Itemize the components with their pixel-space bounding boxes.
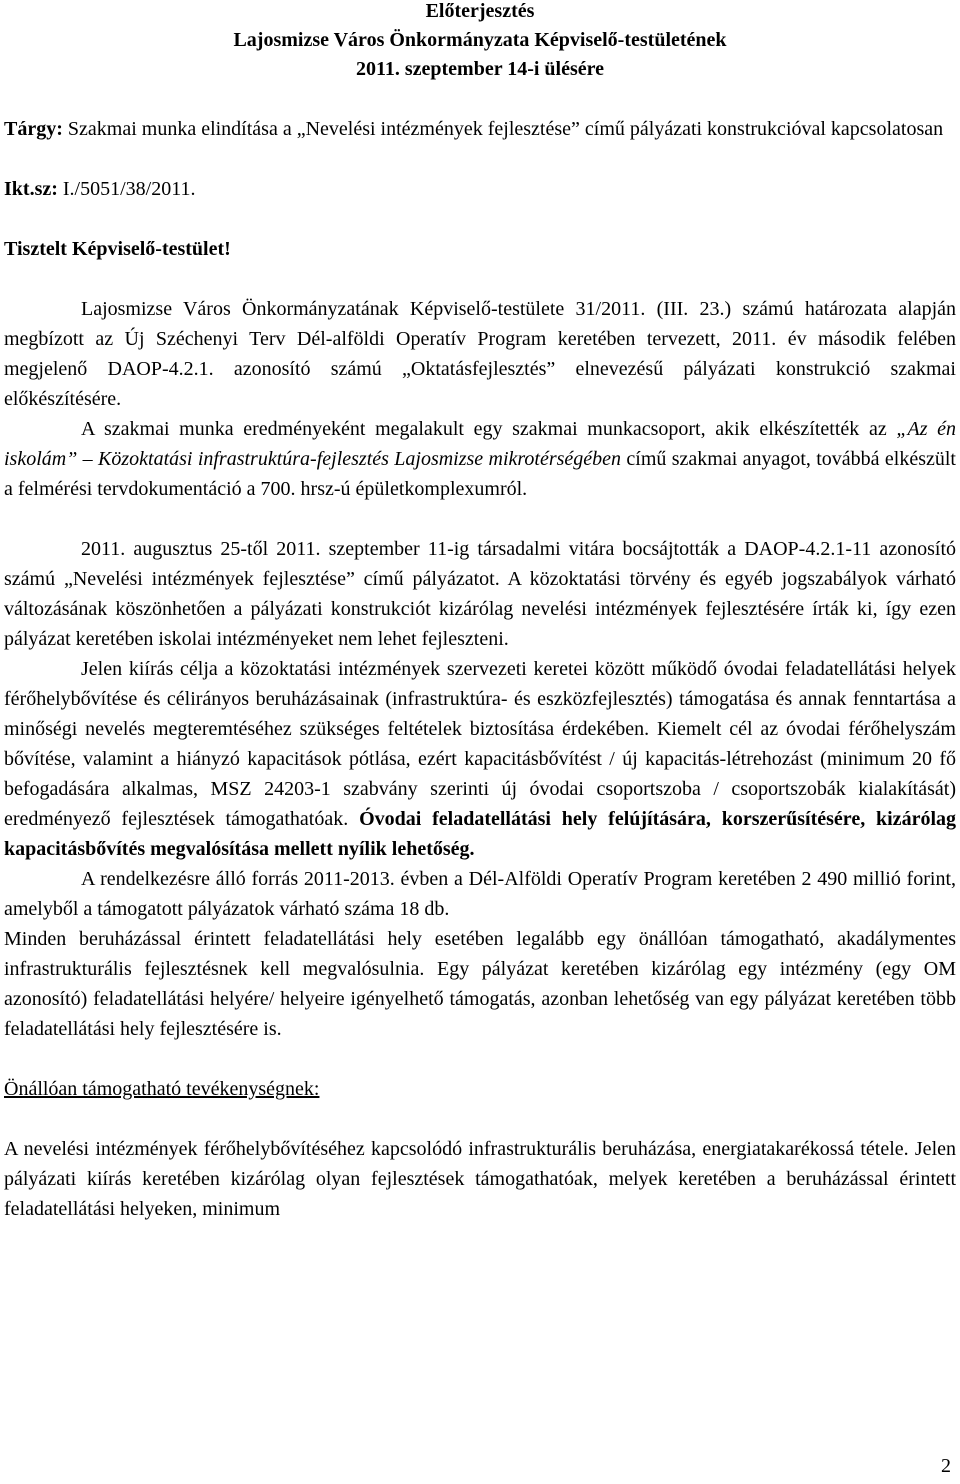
subject-text: Szakmai munka elindítása a „Nevelési intézmények fejlesztése” című pályázati konstrukcióval kapcsolatosan: [62, 118, 944, 140]
paragraph-5: A rendelkezésre álló forrás 2011-2013. évben a Dél-Alföldi Operatív Program keretében 2 490 millió forint, amelyből a támogatott pályázatok várható száma 18 db.: [4, 868, 956, 920]
document-header: [4, 0, 956, 84]
reference-line: [4, 174, 956, 204]
header-body: Lajosmizse Város Önkormányzata Képviselő-testületének: [233, 29, 727, 51]
paragraph-1: Lajosmizse Város Önkormányzatának Képviselő-testülete 31/2011. (III. 23.) számú határozata alapján megbízott az Új Széchenyi Terv Dél-alföldi Operatív Program keretében tervezett, 2011. év második felében megjelenő DAOP-4.2.1. azonosító számú „Oktatásfejlesztés” elnevezésű pályázati konstrukció szakmai előkészítésére.: [4, 298, 956, 410]
salutation: Tisztelt Képviselő-testület!: [4, 238, 231, 260]
subject-line: [4, 114, 956, 144]
document-page: [4, 0, 956, 1224]
reference-value: I./5051/38/2011.: [57, 178, 196, 200]
header-title: Előterjesztés: [425, 0, 535, 22]
subject-label: Tárgy:: [4, 118, 63, 140]
paragraph-7: A nevelési intézmények férőhelybővítéséhez kapcsolódó infrastrukturális beruházása, energiatakarékossá tétele. Jelen pályázati kiírás keretében kizárólag olyan fejlesztések támogathatóak, melyek keretében a beruházással érintett feladatellátási helyeken, minimum: [4, 1138, 956, 1220]
header-session: 2011. szeptember 14-i ülésére: [355, 58, 605, 80]
paragraph-6: Minden beruházással érintett feladatellátási hely esetében legalább egy önállóan támogatható, akadálymentes infrastrukturális fejlesztésnek kell megvalósulnia. Egy pályázat keretében kizárólag egy intézmény (egy OM azonosító) feladatellátási helyére/ helyeire igényelhető támogatás, azonban lehetőség van egy pályázat keretében több feladatellátási hely fejlesztésére is.: [4, 928, 956, 1040]
highlighted-condition: Óvodai feladatellátási hely felújítására, korszerűsítésére, kizárólag kapacitásbővítés megvalósítása mellett nyílik lehetőség.: [4, 808, 956, 860]
section-title: Önállóan támogatható tevékenységnek:: [4, 1078, 320, 1100]
reference-label: Ikt.sz:: [4, 178, 58, 200]
paragraph-3: 2011. augusztus 25-től 2011. szeptember 11-ig társadalmi vitára bocsájtották a DAOP-4.2.1-11 azonosító számú „Nevelési intézmények fejlesztése” című pályázatot. A közoktatási törvény és egyéb jogszabályok várható változásának köszönhetően a pályázati konstrukciót kizárólag nevelési intézmények fejlesztésére írták ki, így ezen pályázat keretében iskolai intézményeket nem lehet fejleszteni.: [4, 538, 956, 650]
paragraph-2: A szakmai munka eredményeként megalakult egy szakmai munkacsoport, akik elkészítették az „Az én iskolám” – Közoktatási infrastruktúra-fejlesztés Lajosmizse mikrotérségében című szakmai anyagot, továbbá elkészült a felmérési tervdokumentáció a 700. hrsz-ú épületkomplexumról.: [4, 418, 957, 500]
document-title-italic: „Az én iskolám” – Közoktatási infrastruktúra-fejlesztés Lajosmizse mikrotérségében: [4, 418, 957, 470]
paragraph-4: Jelen kiírás célja a közoktatási intézmények szervezeti keretei között működő óvodai feladatellátási helyek férőhelybővítése és célirányos beruházásainak (infrastruktúra- és eszközfejlesztés) támogatása és annak fenntartása a minőségi nevelés megteremtéséhez szükséges feltételek biztosítása érdekében. Kiemelt cél az óvodai férőhelyszám bővítése, valamint a hiányzó kapacitások pótlása, ezért kapacitásbővítést / új kapacitás-létrehozást (minimum 20 fő befogadására alkalmas, MSZ 24203-1 szabvány szerinti új óvodai csoportszoba / csoportszobák kialakítását) eredményező fejlesztések támogathatóak. Óvodai feladatellátási hely felújítására, korszerűsítésére, kizárólag kapacitásbővítés megvalósítása mellett nyílik lehetőség.: [4, 658, 956, 860]
page-number: 2: [941, 1455, 951, 1477]
